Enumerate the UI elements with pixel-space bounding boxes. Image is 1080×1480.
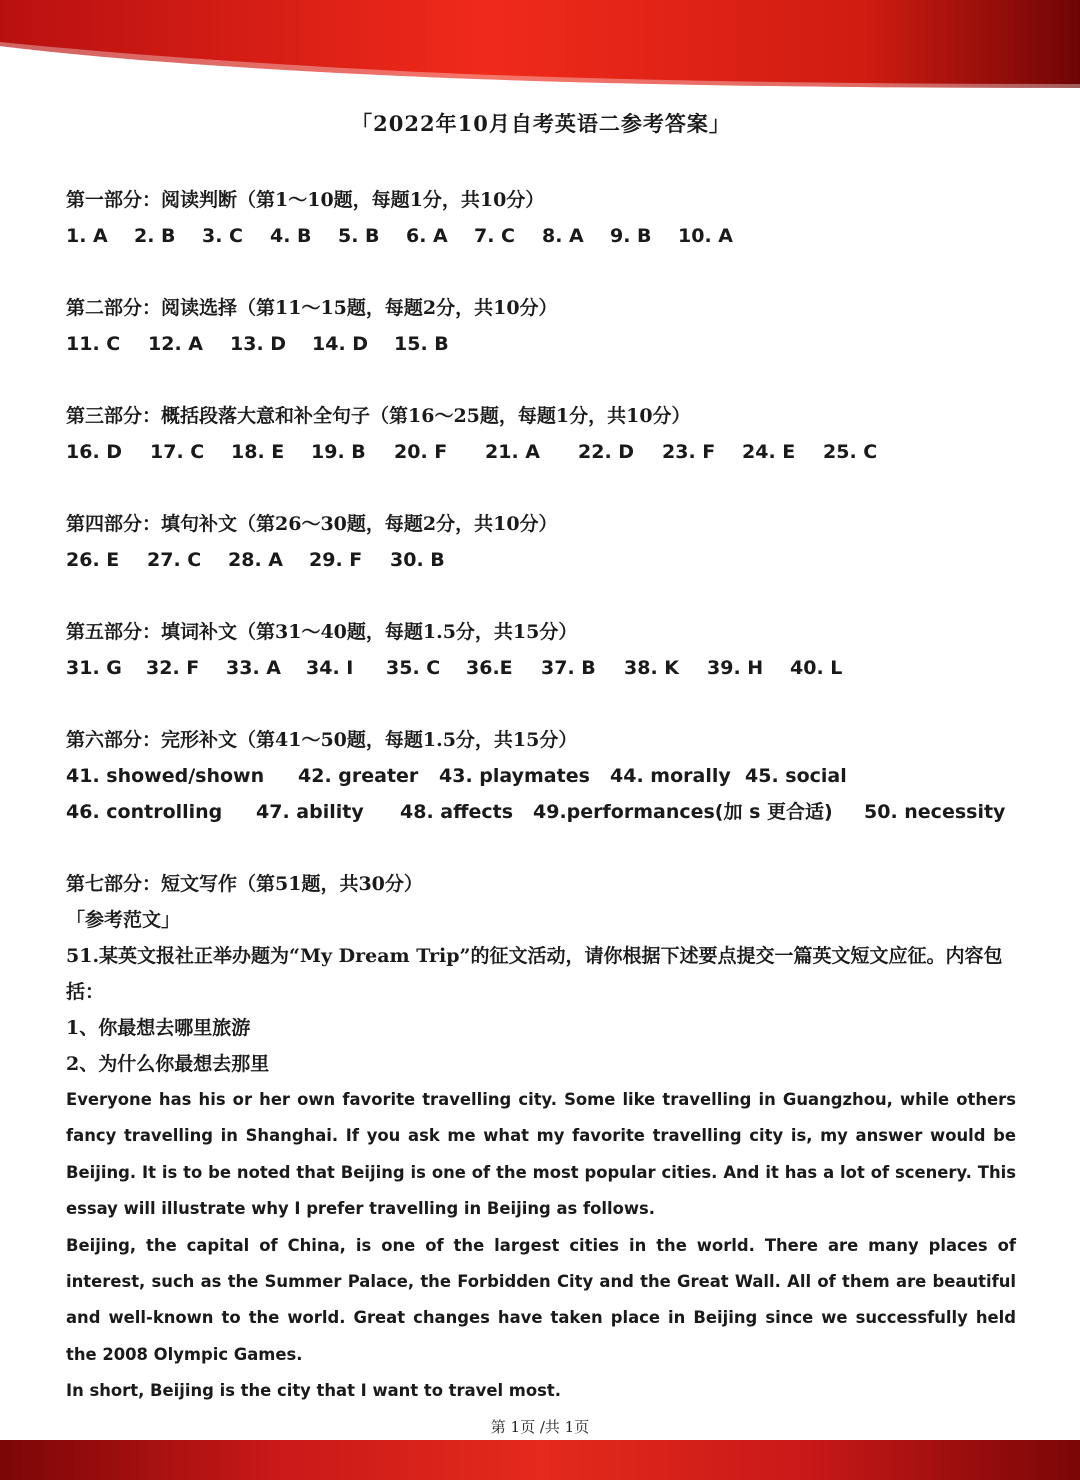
section-7 (66, 866, 1016, 1410)
prompt-point: 2、为什么你最想去那里 (66, 1053, 270, 1075)
answer-item: 50. necessity (864, 801, 1006, 823)
answer-item: 39. H (707, 657, 764, 679)
page-number: 第 1页 /共 1页 (490, 1418, 590, 1436)
essay-paragraph: Everyone has his or her own favorite travelling city. Some like travelling in Guangzhou, while others fancy travelling in Shanghai. If you ask me what my favorite travelling city is, my answer would be Beijing. It is to be noted that Beijing is one of the most popular cities. And it has a lot of scenery. This essay will illustrate why I prefer travelling in Beijing as follows. (66, 1090, 1016, 1219)
bottom-decorative-band (0, 1440, 1080, 1480)
answer-item: 24. E (742, 441, 796, 463)
answer-item: 30. B (390, 549, 445, 571)
answer-item: 33. A (226, 657, 281, 679)
answer-item: 21. A (485, 441, 540, 463)
answer-item: 22. D (578, 441, 635, 463)
answer-item: 36.E (466, 657, 513, 679)
answer-item: 5. B (338, 225, 380, 247)
answer-item: 3. C (202, 225, 243, 247)
answer-item: 47. ability (256, 801, 364, 823)
answer-item: 9. B (610, 225, 652, 247)
prompt-point: 1、你最想去哪里旅游 (66, 1017, 251, 1039)
answer-item: 4. B (270, 225, 312, 247)
answer-item: 6. A (406, 225, 448, 247)
answer-item: 14. D (312, 333, 369, 355)
answer-item: 32. F (146, 657, 200, 679)
reference-essay-label: 「参考范文」 (66, 909, 181, 931)
section-heading: 第七部分：短文写作（第51题，共30分） (66, 873, 423, 895)
answer-item: 44. morally (610, 765, 731, 787)
answer-row (66, 434, 1016, 470)
section-heading: 第二部分：阅读选择（第11～15题，每题2分，共10分） (66, 297, 558, 319)
answer-item: 12. A (148, 333, 203, 355)
answer-item: 48. affects (400, 801, 514, 823)
page-title: 「2022年10月自考英语二参考答案」 (351, 111, 731, 136)
essay-paragraph: Beijing, the capital of China, is one of the largest cities in the world. There are many places of interest, such as the Summer Palace, the Forbidden City and the Great Wall. All of them are beautiful and well-known to the world. Great changes have taken place in Beijing since we successfully held the 2008 Olympic Games. (66, 1235, 1016, 1364)
answer-item: 42. greater (298, 765, 419, 787)
answer-item: 35. C (386, 657, 441, 679)
answer-row (66, 650, 1016, 686)
answer-row (66, 326, 1016, 362)
answer-item: 27. C (147, 549, 202, 571)
answer-item: 25. C (823, 441, 878, 463)
answer-item: 28. A (228, 549, 283, 571)
answer-item: 17. C (150, 441, 205, 463)
answer-item: 16. D (66, 441, 123, 463)
answer-item: 13. D (230, 333, 287, 355)
answer-row (66, 542, 1016, 578)
answer-item: 34. I (306, 657, 354, 679)
section-6 (66, 722, 1016, 830)
answer-item: 11. C (66, 333, 121, 355)
answer-item: 41. showed/shown (66, 765, 265, 787)
answer-item: 23. F (662, 441, 716, 463)
section-2 (66, 290, 1016, 362)
answer-item: 40. L (790, 657, 843, 679)
answer-item: 8. A (542, 225, 584, 247)
answer-item: 20. F (394, 441, 448, 463)
essay-paragraph: In short, Beijing is the city that I want to travel most. (66, 1381, 561, 1401)
section-5 (66, 614, 1016, 686)
answer-row (66, 758, 1016, 794)
answer-item: 10. A (678, 225, 733, 247)
answer-item: 43. playmates (439, 765, 590, 787)
section-heading: 第六部分：完形补文（第41～50题，每题1.5分，共15分） (66, 729, 578, 751)
answer-item: 15. B (394, 333, 449, 355)
answer-item: 45. social (745, 765, 847, 787)
section-heading: 第三部分：概括段落大意和补全句子（第16～25题，每题1分，共10分） (66, 405, 691, 427)
document-body (66, 108, 1016, 1410)
answer-item: 2. B (134, 225, 176, 247)
answer-item: 37. B (541, 657, 596, 679)
answer-row (66, 794, 1016, 830)
answer-item: 19. B (311, 441, 366, 463)
section-4 (66, 506, 1016, 578)
top-decorative-band (0, 0, 1080, 92)
sample-essay (66, 1082, 1016, 1410)
answer-item: 49.performances(加 s 更合适) (533, 801, 833, 823)
answer-row (66, 218, 1016, 254)
writing-prompt: 51.某英文报社正举办题为“My Dream Trip”的征文活动，请你根据下述要点提交一篇英文短文应征。内容包括： (66, 945, 1003, 1003)
section-1 (66, 182, 1016, 254)
answer-item: 29. F (309, 549, 363, 571)
answer-item: 26. E (66, 549, 120, 571)
answer-item: 7. C (474, 225, 515, 247)
section-heading: 第五部分：填词补文（第31～40题，每题1.5分，共15分） (66, 621, 578, 643)
answer-item: 46. controlling (66, 801, 223, 823)
answer-item: 38. K (624, 657, 679, 679)
answer-item: 31. G (66, 657, 122, 679)
answer-item: 1. A (66, 225, 108, 247)
section-heading: 第四部分：填句补文（第26～30题，每题2分，共10分） (66, 513, 558, 535)
section-3 (66, 398, 1016, 470)
answer-item: 18. E (231, 441, 285, 463)
section-heading: 第一部分：阅读判断（第1～10题，每题1分，共10分） (66, 189, 545, 211)
